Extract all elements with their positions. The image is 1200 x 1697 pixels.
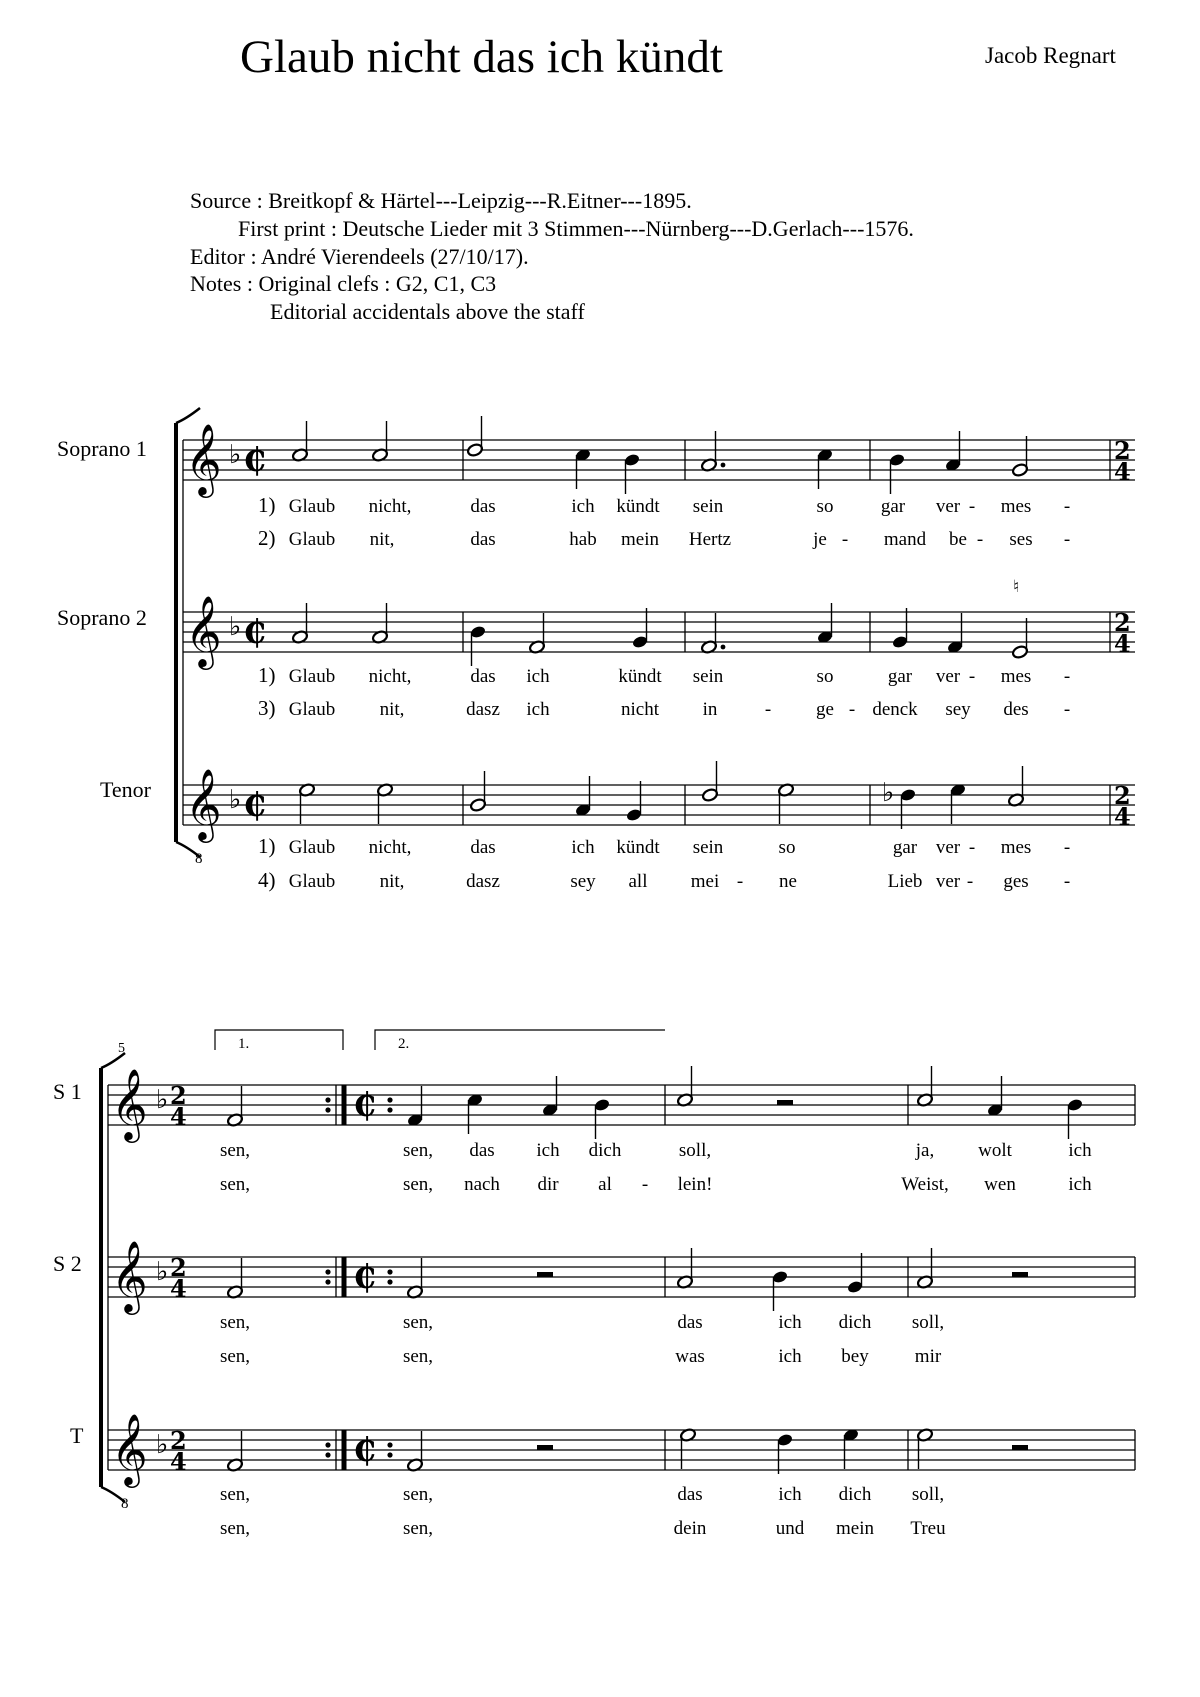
lyric-s2-sys2-verse2: bey [841,1346,869,1367]
lyric-t-sys2-verse2: Treu [910,1518,946,1539]
lyric-s2-sys2-verse1: sen, [402,1312,434,1333]
repeat-dot [325,1107,330,1112]
lyric-s1-verse2: das [470,529,496,550]
lyric-s1-verse1: so [816,496,834,517]
time-signature-top: 2 [1114,436,1131,465]
lyric-t-verse4: - [966,871,974,892]
verse-number: 2) [258,526,276,550]
lyric-s1-sys2-verse2: wen [984,1174,1016,1195]
lyric-t-sys2-verse2: mein [836,1518,874,1539]
lyric-t-verse4: dasz [466,871,500,892]
verse-number: 3) [258,696,276,720]
staff-lines [108,440,1135,1470]
repeat-dot [325,1269,330,1274]
volta-number-1: 1. [238,1036,250,1052]
natural-icon: ♮ [1013,577,1020,597]
half-rest [777,1100,793,1105]
part-label-s1-short: S 1 [53,1079,82,1104]
repeat-dot [387,1107,392,1112]
lyric-s2-verse3: - [1063,699,1071,720]
augmentation-dot [721,463,726,468]
lyric-s1-verse2: mein [621,529,659,550]
lyric-s1-verse1: nicht, [368,496,412,517]
time-signature-bottom: 4 [1114,457,1131,486]
lyric-s1-sys2-verse1: sen, [402,1140,434,1161]
lyric-s2-verse1: mes [1000,666,1032,687]
first-print-note: First print : Deutsche Lieder mit 3 Stimmen---Nürnberg---D.Gerlach---1576. [238,216,914,241]
lyric-s2-verse1: Glaub [288,666,336,687]
flat-icon: ♭ [882,778,895,808]
lyric-s2-verse1: kündt [618,666,662,687]
half-rest [537,1272,553,1277]
lyric-s2-verse3: nicht [621,699,659,720]
cut-time-icon: ₵ [353,1085,376,1124]
lyric-s1-verse2: je [813,529,827,550]
repeat-dot [387,1442,392,1447]
lyric-s1-sys2-verse2: nach [464,1174,500,1195]
lyric-s2-verse1: - [1063,666,1071,687]
lyric-s2-sys2-verse1: soll, [911,1312,945,1333]
half-rest [1012,1445,1028,1450]
lyric-t-verse1: ich [571,837,595,858]
system-brackets [101,408,200,1502]
lyric-t-verse1: kündt [616,837,660,858]
flat-icon: ♭ [156,1085,169,1115]
time-signature-top: 2 [170,1253,187,1282]
lyric-s1-verse1: sein [692,496,724,517]
repeat-dot [387,1279,392,1284]
lyric-s1-verse2: Hertz [688,529,732,550]
lyric-t-sys2-verse1: dich [838,1484,872,1505]
lyric-s1-sys2-verse2: - [641,1174,649,1195]
lyric-s2-verse3: des [1003,699,1029,720]
lyric-t-sys2-verse1: sen, [219,1484,251,1505]
lyric-t-sys2-verse2: dein [673,1518,707,1539]
lyric-s2-sys2-verse2: ich [778,1346,802,1367]
lyric-s2-verse1: gar [887,666,913,687]
lyric-s1-verse1: gar [880,496,906,517]
lyric-s1-verse1: ver [935,496,961,517]
time-signature-top: 2 [170,1081,187,1110]
lyric-s2-sys2-verse2: sen, [402,1346,434,1367]
lyric-s1-verse2: nit, [369,529,395,550]
lyric-s1-sys2-verse2: lein! [677,1174,713,1195]
treble-clef-icon: 𝄞 [185,422,222,495]
treble-clef-icon: 𝄞 [111,1239,148,1312]
lyric-t-verse1: so [778,837,796,858]
lyric-s1-sys2-verse1: ich [1068,1140,1092,1161]
lyric-s2-verse3: sey [945,699,971,720]
lyric-s1-sys2-verse1: ja, [915,1140,935,1161]
lyric-s2-verse3: nit, [379,699,405,720]
time-signature-bottom: 4 [170,1274,187,1303]
part-label-soprano-1: Soprano 1 [57,436,147,461]
lyric-t-verse4: sey [570,871,596,892]
lyric-t-verse1: Glaub [288,837,336,858]
lyric-s2-verse3: in [702,699,718,720]
source-note: Source : Breitkopf & Härtel---Leipzig---R.Eitner---1895. [190,188,692,213]
repeat-dot [325,1097,330,1102]
augmentation-dot [721,645,726,650]
repeat-dot [387,1452,392,1457]
lyric-s2-sys2-verse1: das [677,1312,703,1333]
lyric-t-verse1: mes [1000,837,1032,858]
composer-name: Jacob Regnart [985,43,1116,68]
lyric-t-sys2-verse2: sen, [402,1518,434,1539]
lyric-s1-verse2: ses [1009,529,1033,550]
repeat-dot [325,1452,330,1457]
lyric-s1-verse2: hab [569,529,597,550]
lyric-s2-verse1: ver [935,666,961,687]
note-glyphs [226,416,1083,1474]
lyric-s2-sys2-verse1: ich [778,1312,802,1333]
flat-icon: ♭ [156,1430,169,1460]
repeat-dot [325,1442,330,1447]
lyric-t-sys2-verse1: sen, [402,1484,434,1505]
cut-time-icon: ₵ [353,1430,376,1469]
repeat-dot [325,1279,330,1284]
lyric-t-verse4: Glaub [288,871,336,892]
lyric-s2-sys2-verse1: dich [838,1312,872,1333]
lyric-s1-sys2-verse1: sen, [219,1140,251,1161]
lyric-s2-verse3: - [848,699,856,720]
lyric-s1-verse2: - [1063,529,1071,550]
octave-marking: 8 [121,1496,129,1512]
lyric-t-sys2-verse1: ich [778,1484,802,1505]
lyric-s2-verse3: ge [816,699,834,720]
lyric-s2-verse1: so [816,666,834,687]
flat-icon: ♭ [229,440,242,470]
lyric-s1-verse2: - [976,529,984,550]
lyric-s2-sys2-verse2: mir [914,1346,942,1367]
lyric-s2-sys2-verse2: sen, [219,1346,251,1367]
cut-time-icon: ₵ [243,785,266,824]
lyric-t-verse1: sein [692,837,724,858]
lyric-s1-verse1: Glaub [288,496,336,517]
clefs-note: Notes : Original clefs : G2, C1, C3 [190,271,497,296]
lyric-s1-verse1: mes [1000,496,1032,517]
lyric-s1-sys2-verse1: soll, [678,1140,712,1161]
page-title: Glaub nicht das ich kündt [240,31,723,83]
time-signature-bottom: 4 [170,1447,187,1476]
time-signature-top: 2 [1114,781,1131,810]
repeat-dot [387,1097,392,1102]
lyric-t-verse4: nit, [379,871,405,892]
lyric-s1-verse2: be [949,529,967,550]
cut-time-icon: ₵ [243,440,266,479]
lyric-t-verse1: das [470,837,496,858]
lyric-t-verse1: - [968,837,976,858]
lyric-t-verse4: ne [779,871,797,892]
volta-bracket-2 [375,1030,665,1050]
lyric-t-verse4: mei [690,871,720,892]
lyric-t-verse4: ges [1003,871,1029,892]
lyric-s1-verse1: das [470,496,496,517]
lyric-t-verse4: all [628,871,648,892]
octave-marking: 8 [195,851,203,867]
lyric-s1-sys2-verse2: ich [1068,1174,1092,1195]
clefs-and-signatures [111,422,1131,1512]
volta-bracket-1 [215,1030,343,1050]
lyric-s1-sys2-verse1: das [469,1140,495,1161]
lyric-t-verse1: - [1063,837,1071,858]
half-rest [537,1445,553,1450]
lyric-s1-verse1: - [968,496,976,517]
lyric-s1-sys2-verse1: ich [536,1140,560,1161]
lyric-t-verse4: ver [935,871,961,892]
bracket-top-hook [176,408,200,423]
half-rest [1012,1272,1028,1277]
flat-icon: ♭ [229,785,242,815]
lyric-s1-sys2-verse2: sen, [219,1174,251,1195]
flat-icon: ♭ [229,612,242,642]
lyric-s2-verse1: sein [692,666,724,687]
lyric-t-verse1: ver [935,837,961,858]
treble-clef-icon: 𝄞 [111,1067,148,1140]
lyric-s1-verse2: mand [883,529,927,550]
lyric-s1-verse1: ich [571,496,595,517]
lyric-s2-verse3: denck [872,699,918,720]
lyric-s2-verse3: dasz [466,699,500,720]
lyric-s2-verse3: - [764,699,772,720]
verse-number: 1) [258,834,276,858]
volta-number-2: 2. [398,1036,410,1052]
accidentals-note: Editorial accidentals above the staff [270,299,585,324]
lyric-s2-verse3: Glaub [288,699,336,720]
lyric-s2-verse1: ich [526,666,550,687]
lyric-t-sys2-verse1: das [677,1484,703,1505]
lyric-t-sys2-verse2: und [775,1518,805,1539]
time-signature-bottom: 4 [1114,629,1131,658]
lyric-s1-verse1: - [1063,496,1071,517]
lyric-s2-verse1: - [968,666,976,687]
treble-clef-icon: 𝄞 [185,767,222,840]
measure-number: 5 [118,1041,125,1056]
lyric-t-verse1: nicht, [368,837,412,858]
flat-icon: ♭ [156,1257,169,1287]
lyric-s1-sys2-verse1: dich [588,1140,622,1161]
cut-time-icon: ₵ [243,612,266,651]
cut-time-icon: ₵ [353,1257,376,1296]
lyric-s1-sys2-verse2: Weist, [901,1174,949,1195]
part-label-tenor: Tenor [100,777,151,802]
part-label-soprano-2: Soprano 2 [57,605,147,630]
lyric-s1-verse2: - [841,529,849,550]
part-label-s2-short: S 2 [53,1251,82,1276]
lyric-t-verse4: - [736,871,744,892]
editor-note: Editor : André Vierendeels (27/10/17). [190,244,529,269]
lyric-t-verse4: - [1063,871,1071,892]
lyric-t-sys2-verse1: soll, [911,1484,945,1505]
verse-number: 4) [258,868,276,892]
time-signature-bottom: 4 [1114,802,1131,831]
lyric-t-verse4: Lieb [887,871,923,892]
lyric-s2-sys2-verse1: sen, [219,1312,251,1333]
lyric-s1-verse1: kündt [616,496,660,517]
time-signature-top: 2 [170,1426,187,1455]
lyric-s1-sys2-verse2: dir [537,1174,559,1195]
treble-clef-icon: 𝄞 [185,594,222,667]
lyric-s1-sys2-verse1: wolt [978,1140,1012,1161]
lyric-s2-verse1: nicht, [368,666,412,687]
treble-clef-icon: 𝄞 [111,1412,148,1485]
lyric-s2-verse1: das [470,666,496,687]
repeat-dot [387,1269,392,1274]
lyric-s1-verse2: Glaub [288,529,336,550]
verse-number: 1) [258,663,276,687]
lyric-s2-verse3: ich [526,699,550,720]
lyric-s2-sys2-verse2: was [675,1346,705,1367]
lyric-s1-sys2-verse2: al [598,1174,612,1195]
time-signature-bottom: 4 [170,1102,187,1131]
verse-number: 1) [258,493,276,517]
lyric-t-sys2-verse2: sen, [219,1518,251,1539]
time-signature-top: 2 [1114,608,1131,637]
lyric-t-verse1: gar [892,837,918,858]
lyric-s1-sys2-verse2: sen, [402,1174,434,1195]
part-label-t-short: T [70,1423,84,1448]
